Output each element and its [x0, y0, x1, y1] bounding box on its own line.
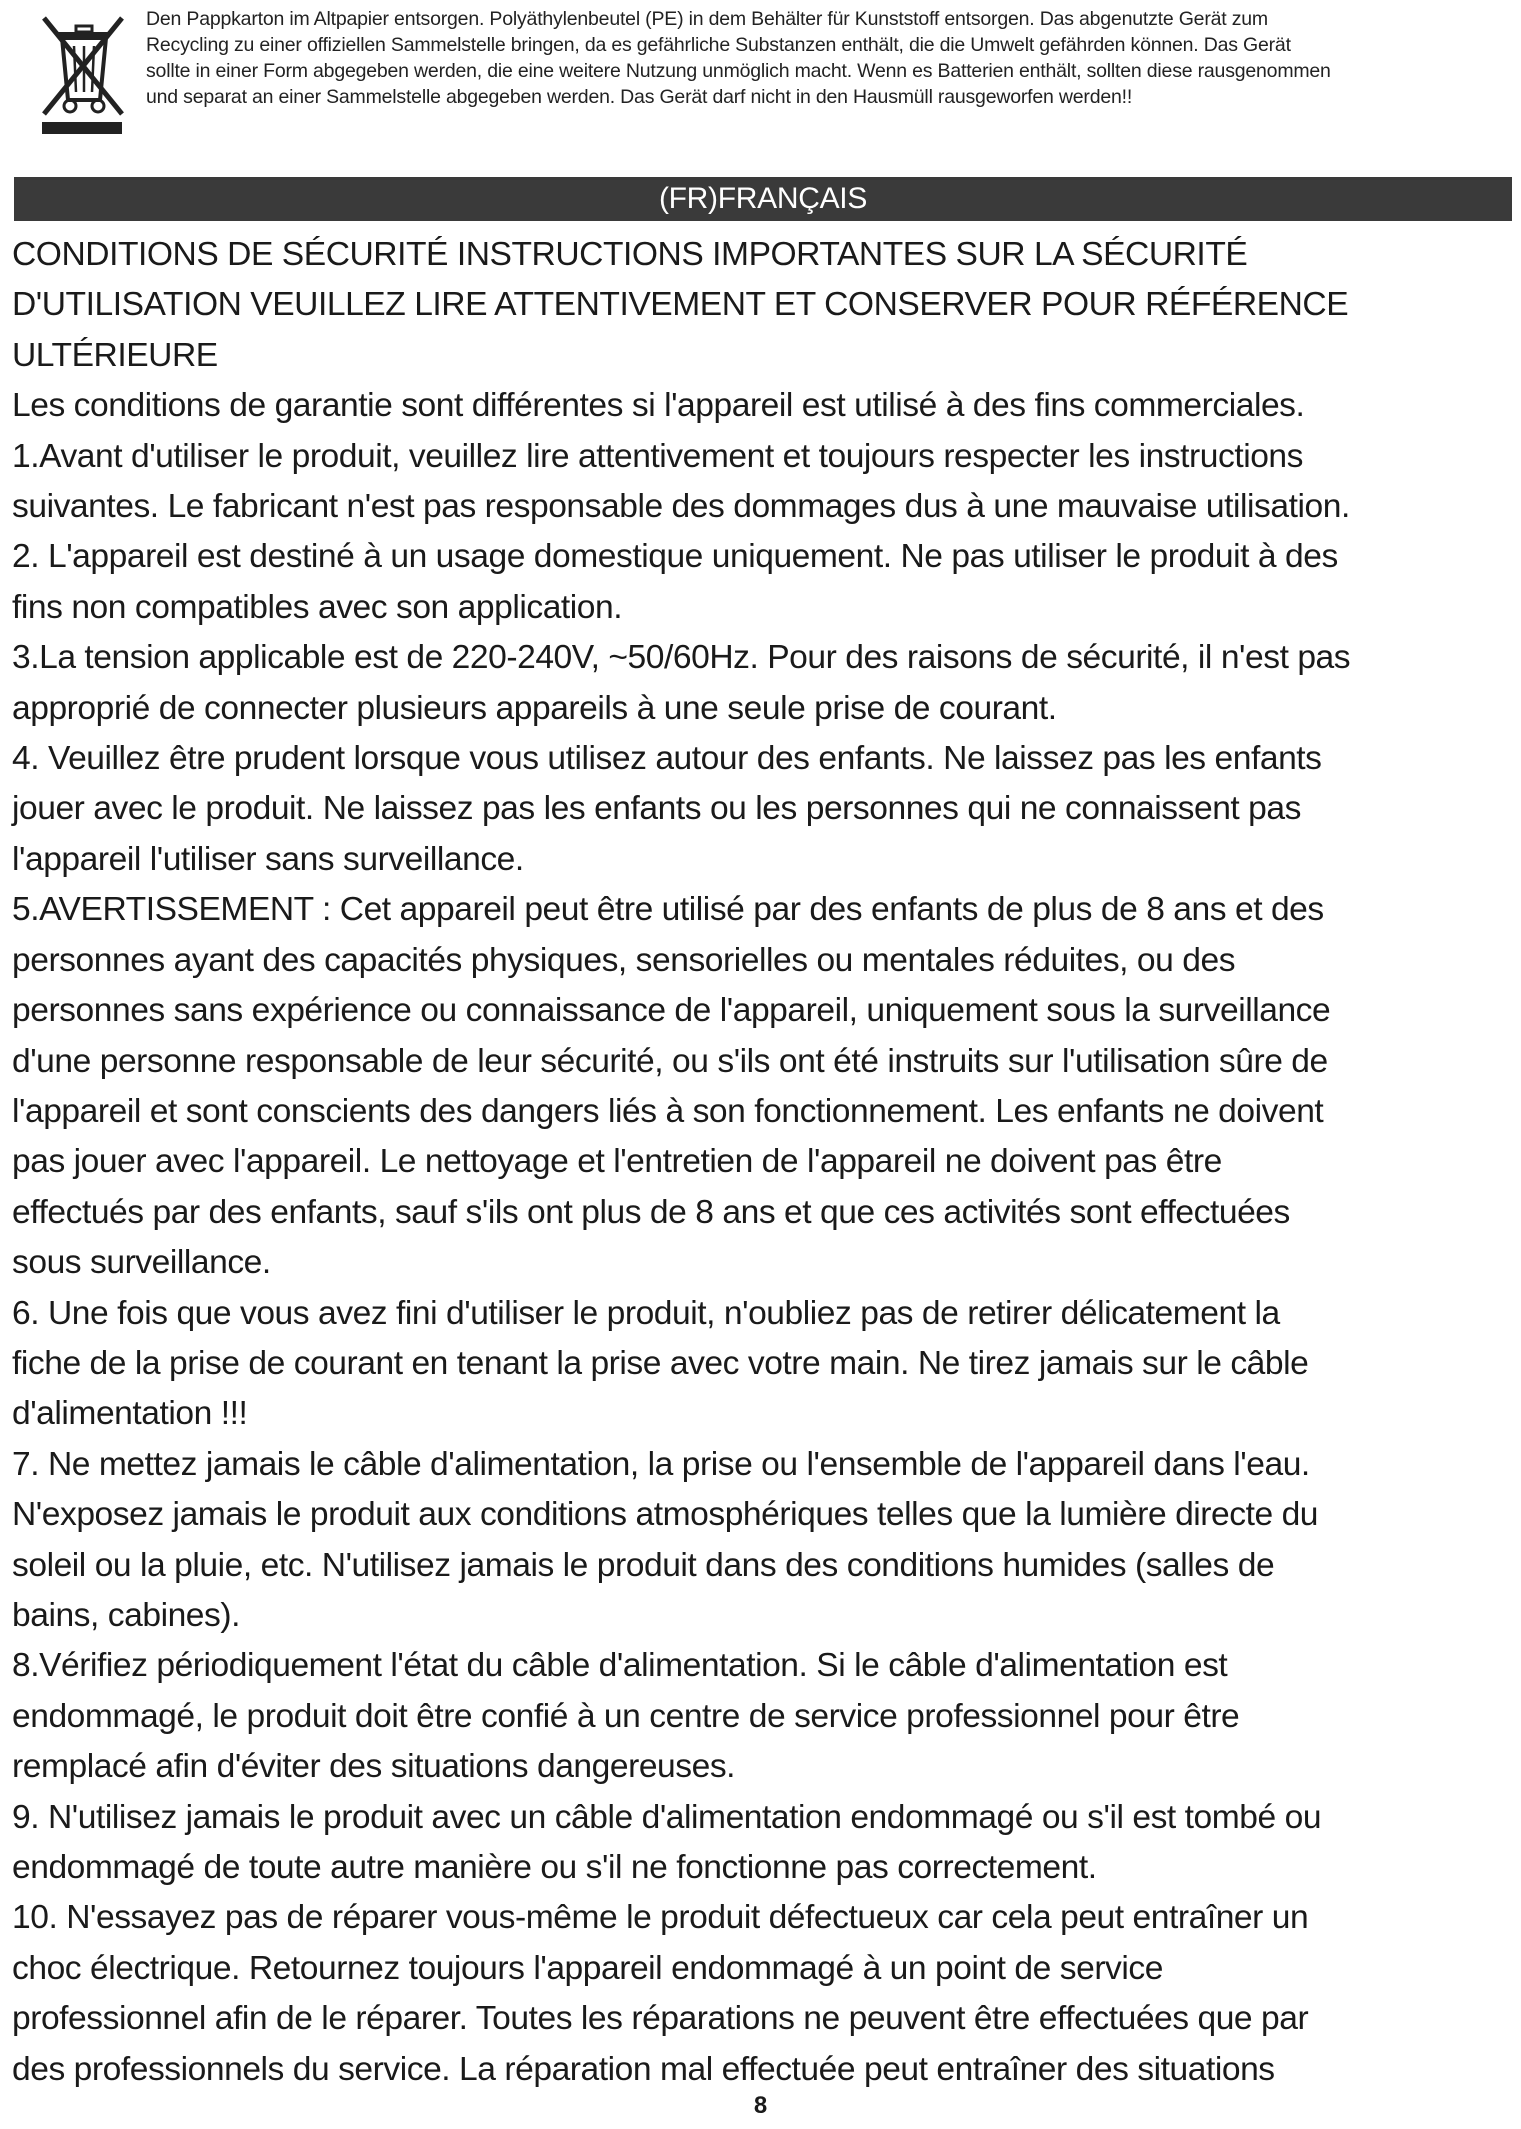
language-section-header: (FR)FRANÇAIS	[14, 177, 1512, 221]
text-line: effectués par des enfants, sauf s'ils ont plus de 8 ans et que ces activités sont effectuées	[12, 1193, 1290, 1231]
text-line: d'une personne responsable de leur sécurité, ou s'ils ont été instruits sur l'utilisation sûre de	[12, 1042, 1328, 1080]
text-line: fiche de la prise de courant en tenant la prise avec votre main. Ne tirez jamais sur le câble	[12, 1344, 1309, 1382]
text-line: 3.La tension applicable est de 220-240V, ~50/60Hz. Pour des raisons de sécurité, il n'est pas	[12, 639, 1351, 677]
notice-line: und separat an einer Sammelstelle abgegeben werden. Das Gerät darf nicht in den Hausmüll rausgeworfen werden!!	[146, 86, 1133, 108]
text-line: remplacé afin d'éviter des situations dangereuses.	[12, 1748, 736, 1786]
text-line: 8.Vérifiez périodiquement l'état du câble d'alimentation. Si le câble d'alimentation est	[12, 1647, 1228, 1685]
text-line: soleil ou la pluie, etc. N'utilisez jamais le produit dans des conditions humides (salles de	[12, 1546, 1275, 1584]
heading-line: D'UTILISATION VEUILLEZ LIRE ATTENTIVEMENT ET CONSERVER POUR RÉFÉRENCE	[12, 286, 1349, 324]
text-line: N'exposez jamais le produit aux conditions atmosphériques telles que la lumière directe du	[12, 1496, 1319, 1534]
text-line: pas jouer avec l'appareil. Le nettoyage et l'entretien de l'appareil ne doivent pas être	[12, 1143, 1222, 1181]
text-line: bains, cabines).	[12, 1596, 240, 1634]
text-line: des professionnels du service. La réparation mal effectuée peut entraîner des situations	[12, 2050, 1275, 2088]
text-line: l'appareil l'utiliser sans surveillance.	[12, 840, 524, 878]
text-line: endommagé, le produit doit être confié à un centre de service professionnel pour être	[12, 1697, 1240, 1735]
text-line: jouer avec le produit. Ne laissez pas les enfants ou les personnes qui ne connaissent pas	[12, 790, 1301, 828]
text-line: 2. L'appareil est destiné à un usage domestique uniquement. Ne pas utiliser le produit à des	[12, 538, 1338, 576]
text-line: personnes sans expérience ou connaissance de l'appareil, uniquement sous la surveillance	[12, 992, 1331, 1030]
text-line: 1.Avant d'utiliser le produit, veuillez lire attentivement et toujours respecter les instructions	[12, 437, 1303, 475]
notice-line: Den Pappkarton im Altpapier entsorgen. Polyäthylenbeutel (PE) in dem Behälter für Kunststoff entsorgen. Das abgenutzte Gerät zum	[146, 8, 1268, 30]
weee-notice-text	[146, 6, 1506, 110]
text-line: 5.AVERTISSEMENT : Cet appareil peut être utilisé par des enfants de plus de 8 ans et des	[12, 891, 1324, 929]
text-line: sous surveillance.	[12, 1244, 271, 1282]
text-line: suivantes. Le fabricant n'est pas responsable des dommages dus à une mauvaise utilisation.	[12, 488, 1350, 526]
text-line: 6. Une fois que vous avez fini d'utiliser le produit, n'oubliez pas de retirer délicatement la	[12, 1294, 1280, 1332]
text-line: fins non compatibles avec son application.	[12, 588, 623, 626]
text-line: 9. N'utilisez jamais le produit avec un câble d'alimentation endommagé ou s'il est tombé ou	[12, 1798, 1322, 1836]
text-line: 7. Ne mettez jamais le câble d'alimentation, la prise ou l'ensemble de l'appareil dans l'eau.	[12, 1445, 1310, 1483]
text-line: 10. N'essayez pas de réparer vous-même le produit défectueux car cela peut entraîner un	[12, 1899, 1309, 1937]
text-line: professionnel afin de le réparer. Toutes les réparations ne peuvent être effectuées que par	[12, 2000, 1309, 2038]
text-line: choc électrique. Retournez toujours l'appareil endommagé à un point de service	[12, 1949, 1163, 1987]
text-line: Les conditions de garantie sont différentes si l'appareil est utilisé à des fins commerciales.	[12, 387, 1305, 425]
safety-instructions-body	[12, 230, 1512, 2095]
page-number: 8	[753, 2092, 768, 2119]
notice-line: Recycling zu einer offiziellen Sammelstelle bringen, da es gefährliche Substanzen enthält, die die Umwelt gefährden können. Das Gerät	[146, 34, 1291, 56]
text-line: personnes ayant des capacités physiques, sensorielles ou mentales réduites, ou des	[12, 941, 1236, 979]
text-line: 4. Veuillez être prudent lorsque vous utilisez autour des enfants. Ne laissez pas les enfants	[12, 740, 1322, 778]
text-line: endommagé de toute autre manière ou s'il ne fonctionne pas correctement.	[12, 1849, 1097, 1886]
text-line: d'alimentation !!!	[12, 1395, 248, 1433]
heading-line: ULTÉRIEURE	[12, 336, 218, 374]
notice-line: sollte in einer Form abgegeben werden, die eine weitere Nutzung unmöglich macht. Wenn es Batterien enthält, sollten diese rausgenommen	[146, 60, 1331, 82]
heading-line: CONDITIONS DE SÉCURITÉ INSTRUCTIONS IMPORTANTES SUR LA SÉCURITÉ	[12, 236, 1248, 273]
text-line: l'appareil et sont conscients des dangers liés à son fonctionnement. Les enfants ne doivent	[12, 1092, 1324, 1130]
crossed-out-wheelie-bin-icon	[36, 8, 128, 136]
text-line: approprié de connecter plusieurs appareils à une seule prise de courant.	[12, 689, 1057, 727]
weee-disposal-notice	[14, 6, 1514, 126]
